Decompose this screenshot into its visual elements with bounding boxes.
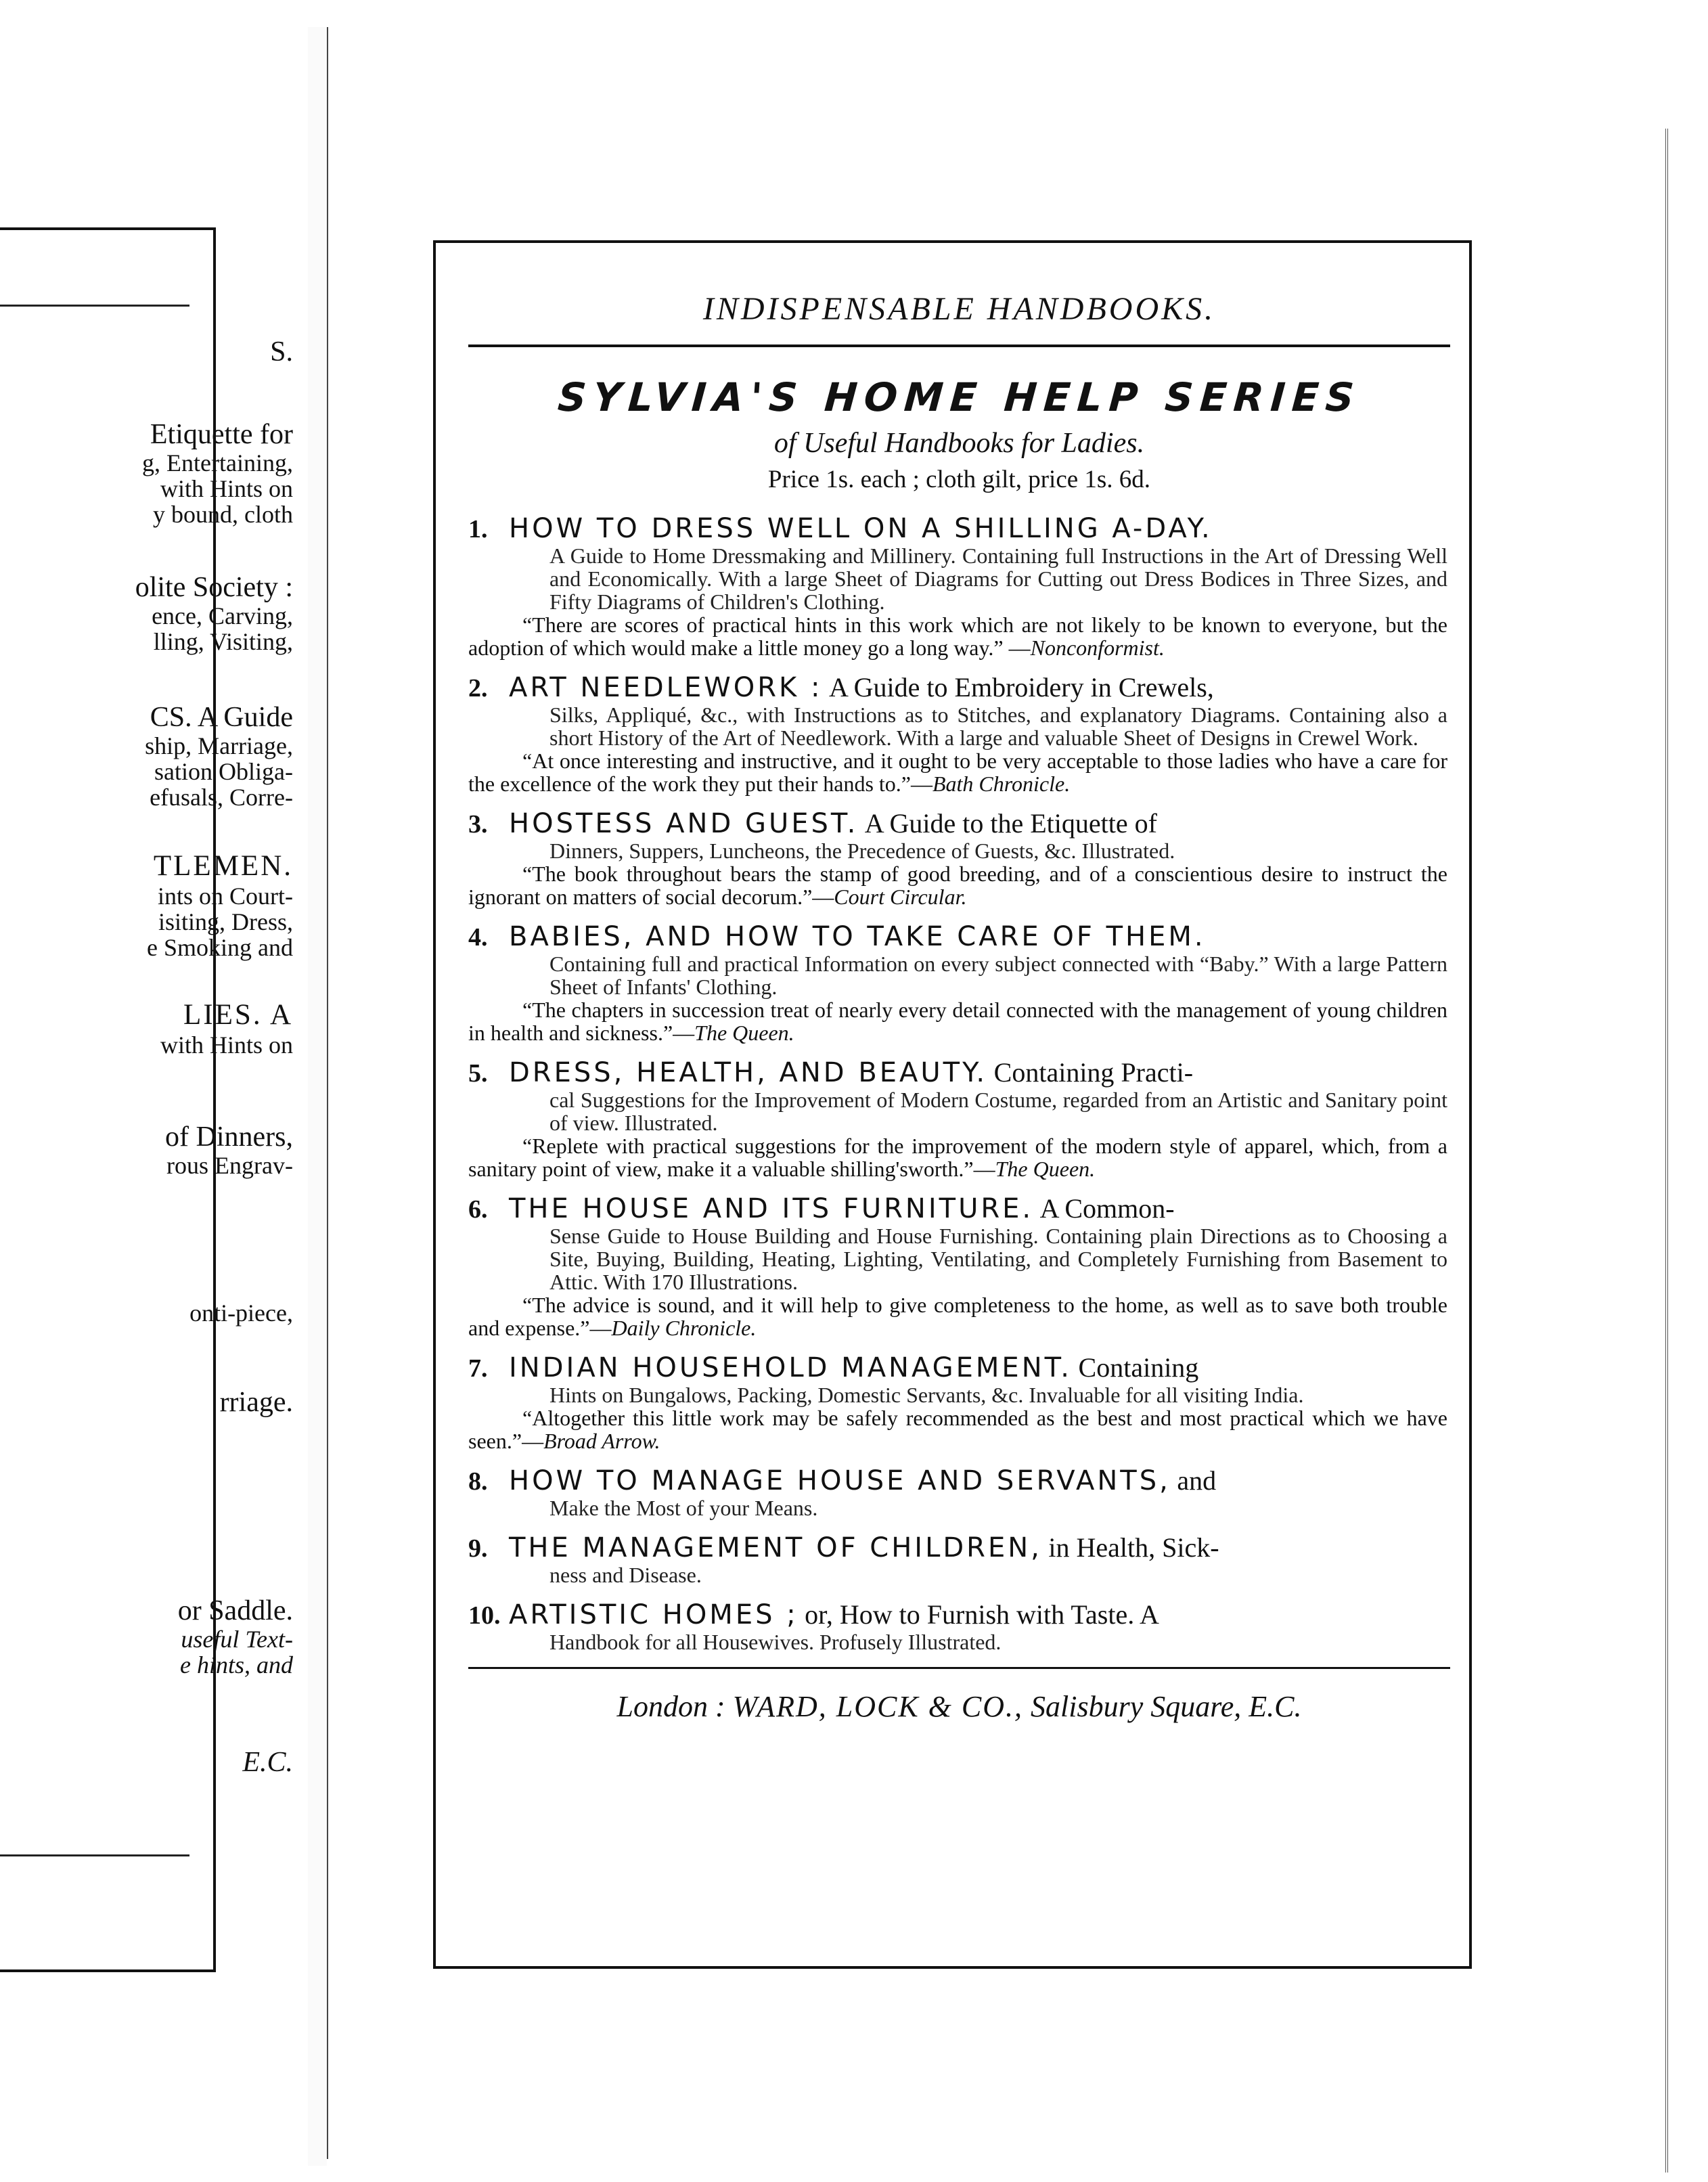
left-page-line: e Smoking and: [147, 934, 293, 961]
left-page-rule-top: [0, 305, 189, 307]
left-page-line: Etiquette for: [150, 419, 293, 450]
left-page-line: useful Text-: [181, 1626, 293, 1653]
advertisement-content: [468, 243, 1450, 1966]
book-heading: [468, 1353, 1450, 1383]
left-page-line: S.: [270, 336, 293, 368]
book-title-continuation: and: [1177, 1465, 1217, 1496]
quote-source: Daily Chronicle.: [611, 1316, 757, 1340]
publisher-imprint: [468, 1689, 1450, 1724]
book-heading: [468, 922, 1450, 952]
left-page-line: ence, Carving,: [152, 602, 293, 629]
quote-source: The Queen.: [694, 1021, 794, 1045]
left-page-line: lling, Visiting,: [153, 628, 293, 655]
book-number: 1.: [468, 515, 488, 543]
book-entry: [468, 1466, 1450, 1519]
left-page-line: efusals, Corre-: [150, 784, 293, 811]
advertisement-frame: [433, 240, 1472, 1969]
left-page-line: e hints, and: [180, 1651, 293, 1678]
book-title: ART NEEDLEWORK :: [509, 672, 823, 703]
book-title: HOSTESS AND GUEST.: [509, 808, 859, 839]
quote-text: “The book throughout bears the stamp of good breeding, and of a conscientious desire to instruct the ignorant on matters of social decorum.”—: [468, 862, 1447, 909]
left-page-line: isiting, Dress,: [158, 908, 293, 935]
quote-text: “Replete with practical suggestions for the improvement of the modern style of apparel, which, from a sanitary point of view, make it a valuable shilling'sworth.”—: [468, 1134, 1447, 1181]
left-page-rule-bottom: [0, 1854, 189, 1856]
quote-text: “At once interesting and instructive, and it ought to be very acceptable to those ladies who have a care for the excellence of the work they put their hands to.”—: [468, 749, 1447, 796]
book-heading: [468, 809, 1450, 839]
left-page-line: rous Engrav-: [166, 1152, 293, 1179]
book-title-continuation: A Common-: [1039, 1193, 1175, 1224]
press-quote: [468, 998, 1450, 1044]
book-title-continuation: Containing: [1078, 1352, 1199, 1383]
book-title: BABIES, AND HOW TO TAKE CARE OF THEM.: [509, 921, 1206, 952]
book-description: ness and Disease.: [549, 1563, 702, 1587]
quote-source: Broad Arrow.: [543, 1429, 660, 1453]
book-description: A Guide to Home Dressmaking and Millinery. Containing full Instructions in the Art of Dressing Well and Economically. With a large Sheet of Diagrams for Cutting out Dress Bodices in Three Sizes, and Fifty Diagrams of Children's Clothing.: [549, 543, 1447, 614]
book-entry: [468, 922, 1450, 1044]
book-number: 9.: [468, 1534, 488, 1563]
book-title-continuation: Containing Practi-: [993, 1057, 1194, 1088]
imprint-city: London :: [616, 1690, 725, 1723]
book-heading: [468, 1600, 1450, 1630]
book-number: 4.: [468, 923, 488, 952]
book-heading: [468, 1194, 1450, 1224]
advertisement-page: [327, 27, 1682, 2159]
book-title: THE HOUSE AND ITS FURNITURE.: [509, 1193, 1034, 1224]
series-title: SYLVIA'S HOME HELP SERIES: [556, 374, 1362, 420]
book-entry: [468, 809, 1450, 908]
press-quote: [468, 613, 1450, 659]
book-title-continuation: in Health, Sick-: [1048, 1532, 1219, 1563]
book-description: Containing full and practical Information on every subject connected with “Baby.” With a large Pattern Sheet of Infants' Clothing.: [549, 952, 1447, 999]
book-title-continuation: A Guide to the Etiquette of: [864, 808, 1157, 839]
book-number: 6.: [468, 1195, 488, 1224]
imprint-publisher: WARD, LOCK & CO.,: [732, 1690, 1024, 1723]
book-number: 10.: [468, 1601, 501, 1630]
left-page-line: g, Entertaining,: [142, 449, 293, 476]
book-number: 8.: [468, 1467, 488, 1496]
left-page-line: onti-piece,: [189, 1299, 293, 1327]
book-title: DRESS, HEALTH, AND BEAUTY.: [509, 1057, 988, 1088]
left-page-line: of Dinners,: [165, 1121, 293, 1153]
series-price: Price 1s. each ; cloth gilt, price 1s. 6d.: [767, 466, 1151, 493]
imprint-address: Salisbury Square, E.C.: [1031, 1690, 1302, 1723]
left-page-line: E.C.: [242, 1747, 293, 1778]
left-page-line: CS. A Guide: [150, 702, 293, 733]
quote-source: The Queen.: [995, 1157, 1096, 1181]
book-description: Sense Guide to House Building and House Furnishing. Containing plain Directions as to Choosing a Site, Buying, Building, Heating, Lighting, Ventilating, and Completely Furnishing from Basement to Attic. With 170 Illustrations.: [549, 1224, 1447, 1294]
press-quote: [468, 1134, 1450, 1180]
left-facing-page: [0, 27, 310, 2166]
book-description: Silks, Appliqué, &c., with Instructions as to Stitches, and explanatory Diagrams. Containing also a short History of the Art of Needlework. With a large and valuable Sheet of Designs in Crewel Work.: [549, 703, 1447, 750]
book-title: INDIAN HOUSEHOLD MANAGEMENT.: [509, 1352, 1073, 1383]
book-title-continuation: or, How to Furnish with Taste. A: [805, 1599, 1159, 1630]
running-head: INDISPENSABLE HANDBOOKS.: [702, 291, 1216, 327]
press-quote: [468, 862, 1450, 908]
quote-source: Bath Chronicle.: [932, 772, 1071, 796]
left-page-line: y bound, cloth: [153, 501, 293, 528]
quote-source: Court Circular.: [834, 885, 967, 909]
book-number: 3.: [468, 810, 488, 839]
left-page-line: TLEMEN.: [153, 850, 293, 882]
left-page-line: olite Society :: [135, 572, 293, 603]
quote-source: Nonconformist.: [1030, 636, 1165, 660]
press-quote: [468, 749, 1450, 795]
press-quote: [468, 1293, 1450, 1339]
book-entry: [468, 673, 1450, 795]
book-description: Make the Most of your Means.: [549, 1496, 818, 1520]
left-page-line: LIES. A: [183, 999, 293, 1031]
book-gutter: [308, 27, 327, 2166]
book-title: HOW TO MANAGE HOUSE AND SERVANTS,: [509, 1465, 1171, 1496]
book-entry: [468, 1058, 1450, 1180]
book-title: ARTISTIC HOMES ;: [509, 1599, 799, 1630]
book-entry: [468, 514, 1450, 659]
book-title: THE MANAGEMENT OF CHILDREN,: [509, 1532, 1042, 1563]
left-page-line: with Hints on: [160, 475, 293, 502]
book-description: Dinners, Suppers, Luncheons, the Precedence of Guests, &c. Illustrated.: [549, 839, 1175, 863]
book-entry: [468, 1194, 1450, 1339]
foot-rule: [468, 1667, 1450, 1669]
book-heading: [468, 673, 1450, 703]
press-quote: [468, 1406, 1450, 1452]
left-page-line: ints on Court-: [157, 883, 293, 910]
quote-text: “Altogether this little work may be safely recommended as the best and most practical which we have seen.”—: [468, 1406, 1447, 1453]
book-description: cal Suggestions for the Improvement of Modern Costume, regarded from an Artistic and Sanitary point of view. Illustrated.: [549, 1088, 1447, 1135]
book-title: HOW TO DRESS WELL ON A SHILLING A-DAY.: [509, 513, 1213, 544]
book-number: 5.: [468, 1059, 488, 1088]
quote-text: “The advice is sound, and it will help to give completeness to the home, as well as to save both trouble and expense.”—: [468, 1293, 1447, 1340]
series-subtitle: of Useful Handbooks for Ladies.: [773, 428, 1145, 459]
left-page-line: or Saddle.: [177, 1595, 293, 1626]
page-edge: [1645, 129, 1668, 2173]
book-number: 2.: [468, 674, 488, 703]
book-description: Hints on Bungalows, Packing, Domestic Servants, &c. Invaluable for all visiting India.: [549, 1383, 1304, 1407]
book-description: Handbook for all Housewives. Profusely Illustrated.: [549, 1630, 1002, 1654]
book-entry: [468, 1533, 1450, 1586]
book-title-continuation: A Guide to Embroidery in Crewels,: [828, 672, 1214, 703]
book-heading: [468, 1466, 1450, 1496]
book-number: 7.: [468, 1354, 488, 1383]
left-page-line: sation Obliga-: [154, 758, 293, 785]
left-page-line: with Hints on: [160, 1031, 293, 1059]
book-entry: [468, 1353, 1450, 1452]
book-entry: [468, 1600, 1450, 1653]
quote-text: “There are scores of practical hints in this work which are not likely to be known to everyone, but the adoption of which would make a little money go a long way.” —: [468, 613, 1447, 660]
left-page-line: ship, Marriage,: [145, 732, 293, 759]
book-list: [468, 514, 1450, 1653]
book-heading: [468, 1058, 1450, 1088]
book-heading: [468, 1533, 1450, 1563]
head-rule: [468, 344, 1450, 347]
quote-text: “The chapters in succession treat of nearly every detail connected with the management of young children in health and sickness.”—: [468, 998, 1447, 1045]
left-page-line: rriage.: [219, 1387, 293, 1418]
book-heading: [468, 514, 1450, 544]
